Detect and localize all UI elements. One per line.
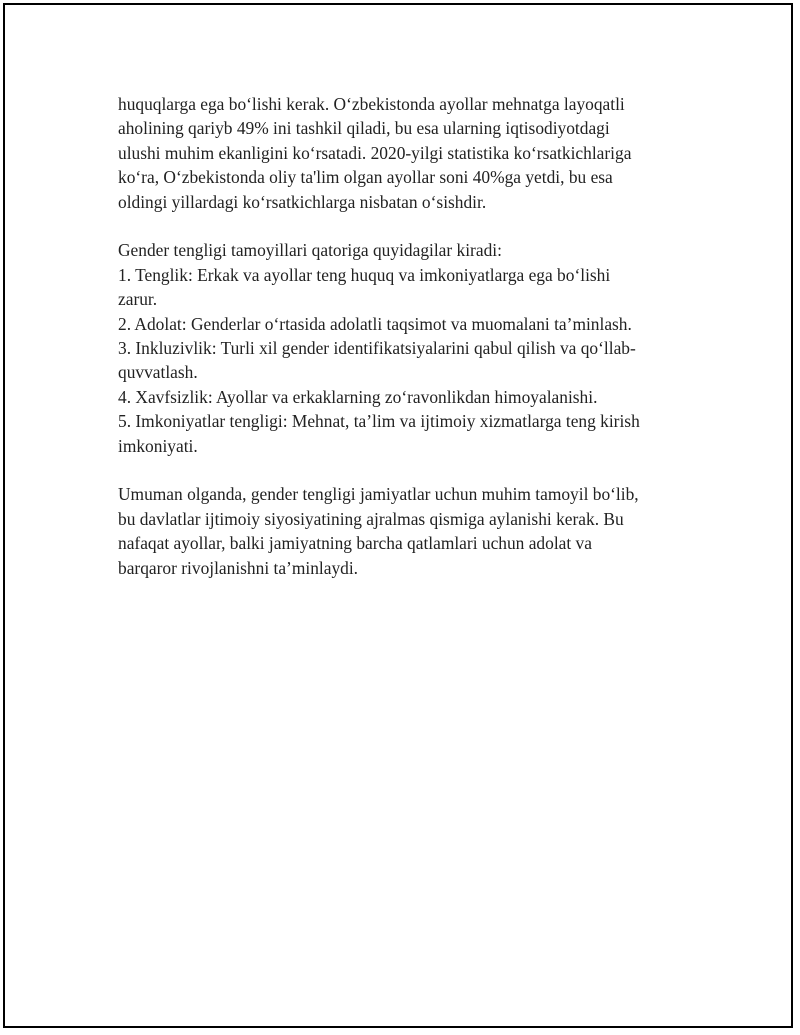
- text-line: Umuman olganda, gender tengligi jamiyatlar uchun muhim tamoyil bo‘lib,: [118, 484, 639, 505]
- text-line: quvvatlash.: [118, 362, 198, 383]
- conclusion-paragraph: [118, 482, 678, 580]
- text-line: oldingi yillardagi ko‘rsatkichlarga nisbatan o‘sishdir.: [118, 191, 487, 212]
- principle-item-2: [118, 312, 678, 336]
- principles-heading: Gender tengligi tamoyillari qatoriga quyidagilar kiradi:: [118, 240, 502, 261]
- text-line: aholining qariyb 49% ini tashkil qiladi, bu esa ularning iqtisodiyotdagi: [118, 118, 610, 139]
- text-line: bu davlatlar ijtimoiy siyosiyatining ajralmas qismiga aylanishi kerak. Bu: [118, 508, 624, 529]
- intro-paragraph: [118, 92, 678, 214]
- text-line: zarur.: [118, 289, 158, 310]
- principle-item-3: [118, 336, 678, 385]
- principle-item-4: [118, 385, 678, 409]
- text-line: ko‘ra, O‘zbekistonda oliy ta'lim olgan ayollar soni 40%ga yetdi, bu esa: [118, 167, 613, 188]
- text-line: 1. Tenglik: Erkak va ayollar teng huquq va imkoniyatlarga ega bo‘lishi: [118, 264, 611, 285]
- principle-item-5: [118, 409, 678, 458]
- principle-item-1: [118, 263, 678, 312]
- principles-section: [118, 238, 678, 458]
- text-line: ulushi muhim ekanligini ko‘rsatadi. 2020-yilgi statistika ko‘rsatkichlariga: [118, 142, 632, 163]
- document-body: [118, 92, 678, 580]
- text-line: 2. Adolat: Genderlar o‘rtasida adolatli taqsimot va muomalani ta’minlash.: [118, 313, 632, 334]
- text-line: nafaqat ayollar, balki jamiyatning barcha qatlamlari uchun adolat va: [118, 533, 592, 554]
- text-line: 5. Imkoniyatlar tengligi: Mehnat, ta’lim va ijtimoiy xizmatlarga teng kirish: [118, 411, 640, 432]
- paragraph-gap: [118, 458, 678, 482]
- text-line: imkoniyati.: [118, 435, 198, 456]
- text-line: barqaror rivojlanishni ta’minlaydi.: [118, 557, 359, 578]
- text-line: 4. Xavfsizlik: Ayollar va erkaklarning zo‘ravonlikdan himoyalanishi.: [118, 386, 598, 407]
- paragraph-gap: [118, 214, 678, 238]
- text-line: 3. Inkluzivlik: Turli xil gender identifikatsiyalarini qabul qilish va qo‘llab-: [118, 338, 636, 359]
- text-line: huquqlarga ega bo‘lishi kerak. O‘zbekistonda ayollar mehnatga layoqatli: [118, 94, 625, 114]
